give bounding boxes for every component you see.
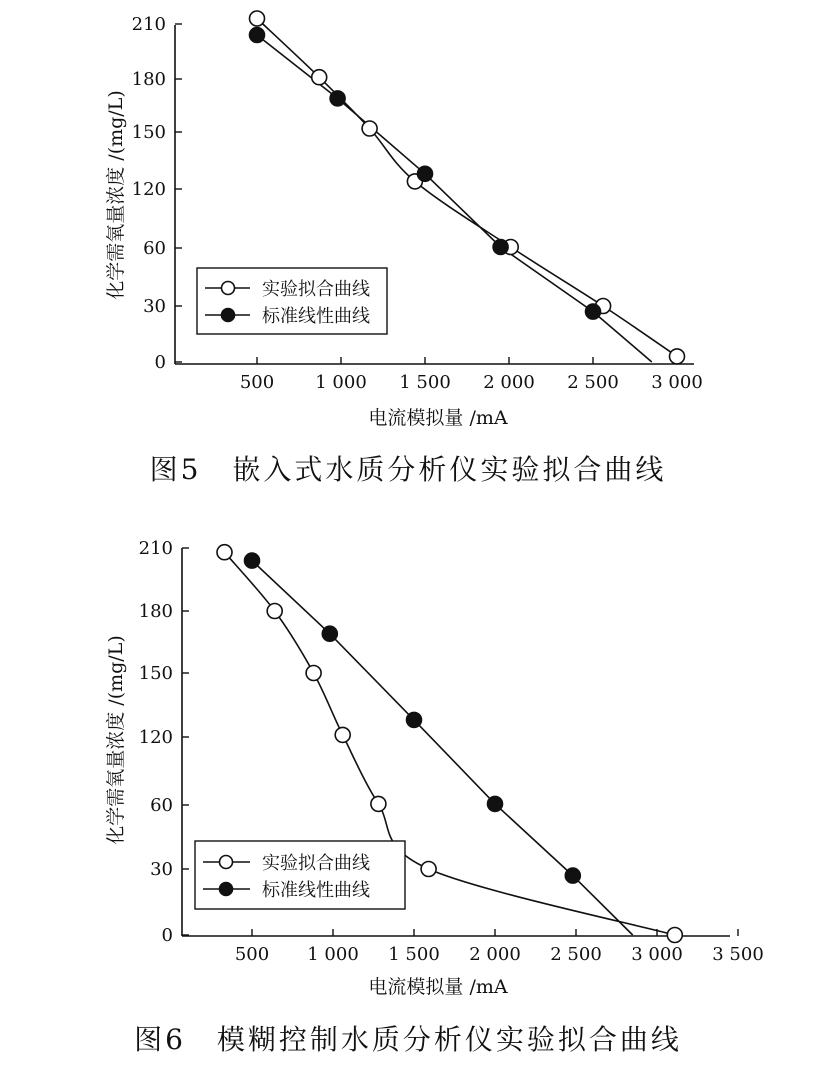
experimental-data-point [670,349,685,364]
x-tick-label: 3 000 [651,372,703,393]
y-tick-label: 180 [138,601,173,622]
y-tick-label: 60 [150,795,173,816]
experimental-data-point [250,11,265,26]
tick-layer [132,14,703,393]
standard-data-point [488,796,503,811]
legend-label-experimental: 实验拟合曲线 [262,853,370,874]
y-tick-label: 180 [131,69,166,90]
standard-data-point [586,304,601,319]
legend-open-circle-icon [220,856,233,869]
y-tick-label: 30 [143,296,166,317]
legend-filled-circle-icon [220,883,233,896]
y-tick-label: 30 [150,859,173,880]
legend-label-standard: 标准线性曲线 [262,306,370,327]
experimental-data-point [667,928,682,943]
y-tick-label: 60 [143,238,166,259]
legend-filled-circle-icon [222,309,235,322]
x-tick-label: 1 500 [399,372,451,393]
x-tick-label: 1 000 [307,944,359,965]
x-axis-label: 电流模拟量 /mA [368,407,508,429]
x-tick-label: 1 000 [315,372,367,393]
standard-data-point [418,166,433,181]
x-tick-label: 500 [234,944,270,965]
standard-data-point [245,553,260,568]
x-tick-label: 2 500 [550,944,602,965]
legend [195,841,405,909]
y-tick-label: 120 [138,727,173,748]
experimental-data-point [267,604,282,619]
legend [197,268,387,334]
experimental-data-point [362,121,377,136]
standard-data-point [565,868,580,883]
x-tick-label: 2 500 [567,372,619,393]
y-tick-label: 0 [161,925,173,946]
chart-figure-6 [0,520,816,1005]
x-tick-label: 2 000 [469,944,521,965]
y-axis-label: 化学需氧量浓度 /(mg/L) [105,90,127,300]
y-tick-label: 120 [131,179,166,200]
x-tick-label: 1 500 [388,944,440,965]
experimental-data-point [421,862,436,877]
figure-5 [0,0,816,444]
figure-5-caption: 图5 嵌入式水质分析仪实验拟合曲线 [149,453,667,486]
figure-6 [0,520,816,1009]
x-tick-label: 500 [239,372,275,393]
standard-data-point [407,712,422,727]
y-tick-label: 0 [154,352,166,373]
standard-data-point [250,28,265,43]
legend-open-circle-icon [222,282,235,295]
legend-label-standard: 标准线性曲线 [262,880,370,901]
chart-figure-5 [0,0,816,440]
x-tick-label: 3 500 [712,944,764,965]
standard-data-point [322,626,337,641]
experimental-data-point [312,70,327,85]
legend-label-experimental: 实验拟合曲线 [262,279,370,300]
y-tick-label: 210 [138,538,173,559]
standard-data-point [493,240,508,255]
x-tick-label: 3 000 [631,944,683,965]
y-axis-label: 化学需氧量浓度 /(mg/L) [105,635,127,845]
experimental-data-point [217,545,232,560]
experimental-data-point [306,666,321,681]
x-axis-label: 电流模拟量 /mA [368,976,508,998]
x-tick-label: 2 000 [483,372,535,393]
experimental-data-point [371,796,386,811]
standard-data-point [330,91,345,106]
experimental-data-point [335,727,350,742]
y-tick-label: 150 [131,122,166,143]
y-tick-label: 210 [131,14,166,35]
y-tick-label: 150 [138,663,173,684]
figure-6-caption: 图6 模糊控制水质分析仪实验拟合曲线 [134,1023,682,1056]
